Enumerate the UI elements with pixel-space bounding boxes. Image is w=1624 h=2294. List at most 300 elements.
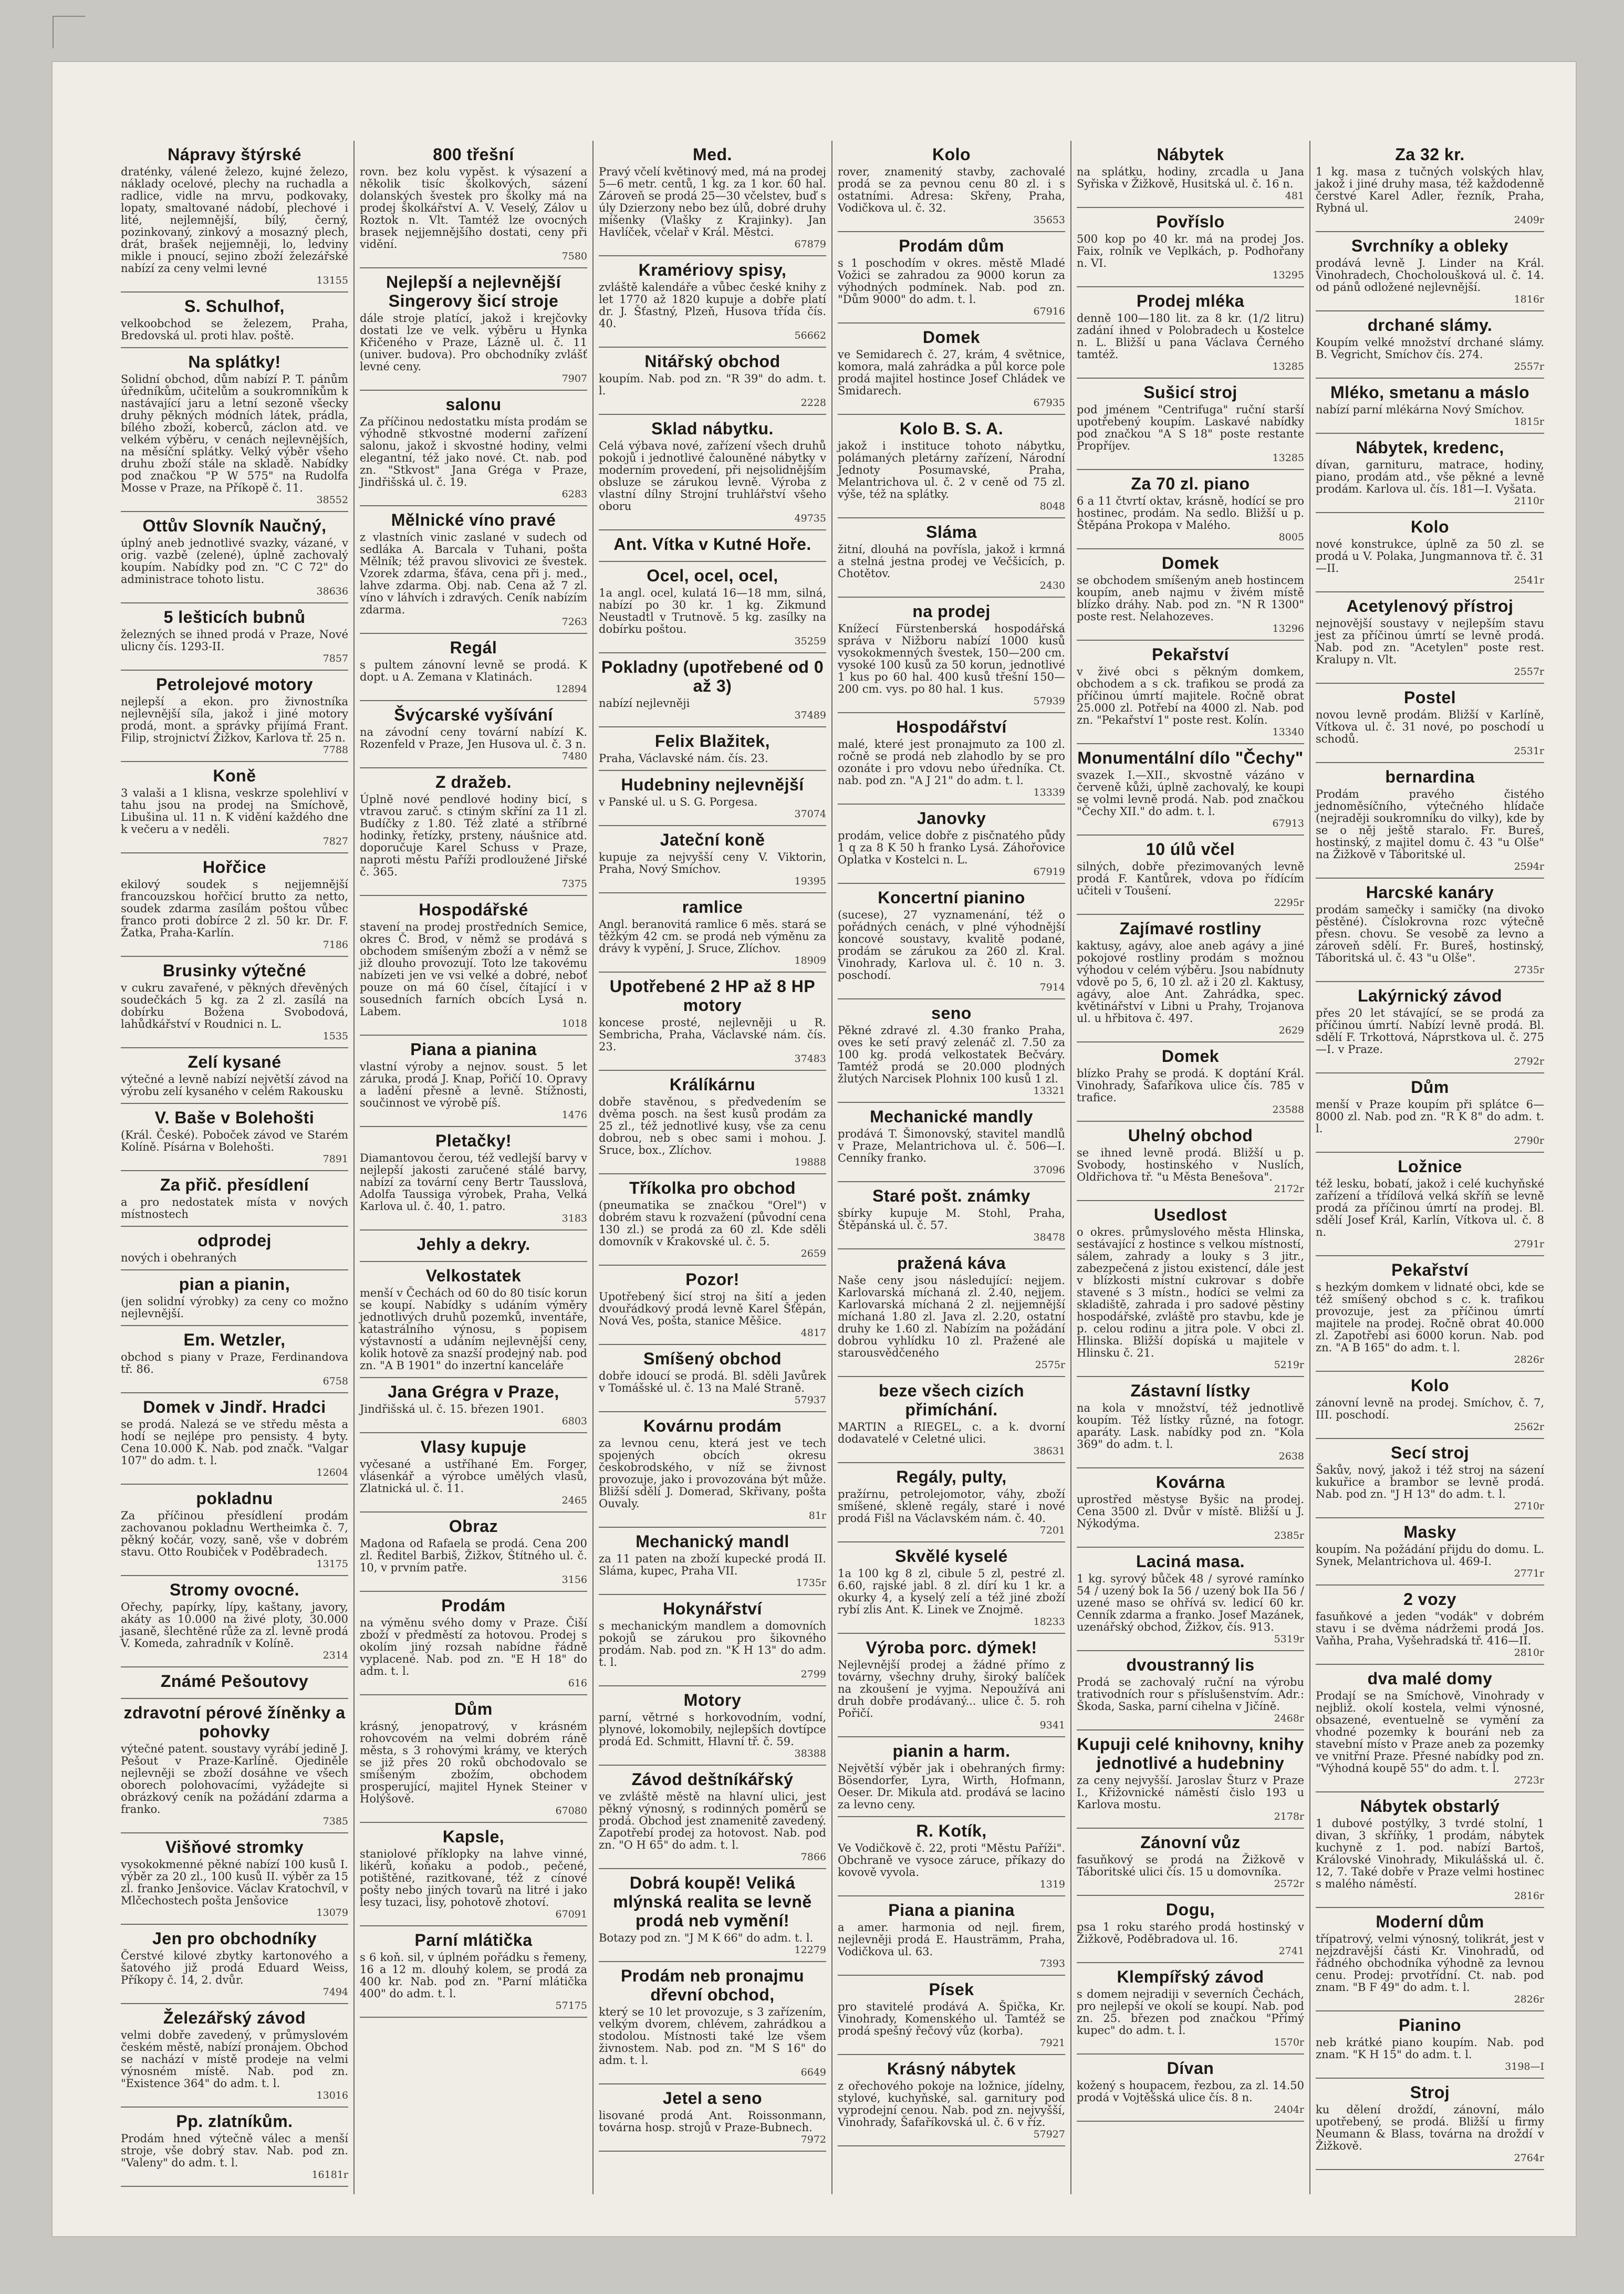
ad-body: lisované prodá Ant. Roissonmann, továrna hosp. strojů v Praze-Bubnech.: [599, 2109, 826, 2134]
classified-ad: [1316, 2011, 1544, 2079]
ad-reference-number: 7891: [322, 1153, 348, 1165]
ad-reference-number: 18909: [794, 955, 826, 966]
classified-ad: [1077, 1377, 1304, 1468]
classified-ad: [360, 1695, 587, 1823]
classified-ad: [838, 2055, 1065, 2146]
classified-ad: [838, 1463, 1065, 1542]
ad-reference-number: 7263: [561, 616, 587, 628]
ad-headline: Kolo: [1410, 517, 1450, 536]
classified-ad: [1077, 1548, 1304, 1651]
classified-ad: [599, 1869, 826, 1962]
ad-headline: Monumentální dílo "Čechy": [1077, 748, 1304, 767]
ad-body: 6 a 11 čtvrtí oktav, krásně, hodící se pro hostinec, prodám. Na sedlo. Bližší u p. Štěpána Prokopa v Malého.: [1077, 495, 1304, 531]
ad-reference-number: 1735r: [796, 1577, 826, 1589]
ad-body: pro stavitelé prodává A. Špička, Kr. Vinohrady, Komenského ul. Tamtéž se prodá spešný řečový vůz (korba).: [838, 2000, 1065, 2037]
classified-ad: [1316, 311, 1544, 379]
ad-headline: Felix Blažitek,: [654, 732, 771, 750]
ad-body: uprostřed městyse Byšic na prodej. Cena 3500 zl. Dvůr v místě. Bližší u J. Nýkodýma.: [1077, 1493, 1304, 1530]
ad-reference-number: 57927: [1033, 2129, 1065, 2140]
classified-ad: [599, 1528, 826, 1595]
ad-reference-number: 2385r: [1274, 1530, 1304, 1541]
ad-reference-number: 38631: [1033, 1445, 1065, 1457]
classified-ad: [360, 768, 587, 896]
ad-reference-number: 6283: [561, 488, 587, 500]
ad-reference-number: 18233: [1033, 1616, 1065, 1628]
ad-headline: Velkostatek: [425, 1266, 522, 1285]
ad-headline: Kolo: [1410, 1376, 1450, 1395]
classified-ad: [360, 1036, 587, 1127]
ad-reference-number: 9341: [1039, 1719, 1065, 1731]
ad-headline: dvoustranný lis: [1126, 1655, 1255, 1674]
classified-ad: [121, 1171, 348, 1227]
classified-ad: [838, 518, 1065, 598]
ad-body: s pultem zánovní levně se prodá. K dopt. u A. Zemana v Klatinách.: [360, 659, 587, 683]
ad-headline: Sláma: [926, 523, 977, 541]
ad-headline: 5 lešticích bubnů: [163, 608, 306, 627]
classified-ad: [599, 653, 826, 727]
ad-headline: Motory: [683, 1691, 742, 1709]
ad-body: svazek I.—XII., skvostně vázáno v červeně kůži, úplně zachovalý, ke koupi se volmi levně prodá. Nab. pod značkou "Čechy XII." do adm. t. l.: [1077, 769, 1304, 818]
ad-reference-number: 7972: [800, 2134, 826, 2145]
ad-body: krásný, jenopatrový, v krásném rohovcovém na velmi dobrém ráně města, s 3 rohovými krámy, ve kterých se již přes 20 roků obchodovalo se smíšeným zbožím, obchodem prosperující, majitel Hynek Steiner v Holýšově.: [360, 1720, 587, 1805]
ad-headline: V. Baše v Bolehošti: [154, 1108, 315, 1127]
ad-reference-number: 67913: [1272, 818, 1304, 829]
ad-headline: Na splátky!: [188, 352, 281, 371]
classified-ad: [1316, 232, 1544, 311]
ad-headline: Domek: [922, 328, 981, 347]
ad-body: novou levně prodám. Bližší v Karlíně, Vítkova ul. č. 31 nové, po poschodí u schodů.: [1316, 708, 1544, 745]
ad-headline: Nábytek: [1157, 145, 1224, 164]
ad-body: (jen solidní výrobky) za ceny co možno nejlevnější.: [121, 1295, 348, 1320]
ad-body: parní, větrné s horkovodním, vodní, plynové, lokomobily, nejlepších dovtípce prodá Ed. Schmitt, Hlavní tř. č. 59.: [599, 1711, 826, 1748]
classified-ad: [360, 1378, 587, 1433]
ad-body: a pro nedostatek místa v nových místnostech: [121, 1196, 348, 1221]
ad-headline: Lakýrnický závod: [1358, 986, 1502, 1005]
ad-reference-number: 2816r: [1514, 1890, 1544, 1902]
classified-ad: [599, 1345, 826, 1412]
newspaper-page: [53, 62, 1576, 2236]
ad-headline: Hospodářství: [896, 717, 1007, 736]
ad-reference-number: 5219r: [1274, 1359, 1304, 1371]
ad-reference-number: 2710r: [1514, 1500, 1544, 1512]
ad-headline: Dům: [454, 1699, 493, 1718]
classified-ad: [1077, 744, 1304, 836]
ad-body: sbírky kupuje M. Stohl, Praha, Štěpánská ul. č. 57.: [838, 1207, 1065, 1232]
ad-headline: pokladnu: [196, 1489, 273, 1508]
classified-ad: [1316, 1665, 1544, 1792]
ad-headline: Regály, pulty,: [896, 1467, 1007, 1486]
classified-ad: [1316, 1073, 1544, 1153]
ad-reference-number: 2572r: [1274, 1878, 1304, 1890]
ad-reference-number: 2638: [1278, 1451, 1304, 1462]
ad-body: prodává levně J. Linder na Král. Vinohradech, Chocholoušková ul. č. 14. od pánů odložené nejlevnější.: [1316, 257, 1544, 294]
classified-ad: [1077, 915, 1304, 1042]
classified-ad: [1077, 2055, 1304, 2122]
classified-ad: [1077, 1730, 1304, 1829]
ad-headline: Hospodářské: [419, 900, 528, 919]
classified-ad: [599, 1686, 826, 1766]
ad-headline: ramlice: [682, 898, 743, 916]
ad-headline: Staré pošt. známky: [872, 1186, 1030, 1205]
classified-ad: [1316, 982, 1544, 1073]
ad-reference-number: 13339: [1033, 787, 1065, 798]
classified-ad: [1316, 684, 1544, 763]
classified-ad: [121, 1393, 348, 1485]
ad-reference-number: 1570r: [1274, 2037, 1304, 2048]
ad-reference-number: 35259: [794, 635, 826, 647]
ad-headline: Smíšený obchod: [643, 1349, 782, 1368]
ad-reference-number: 8005: [1278, 531, 1304, 543]
ad-body: z ořechového pokoje na ložnice, jídelny, stylové, kuchyňské, sal. garnitury pod vyprodejní cenou. Nab. pod zn. nejvyšší, Vinohrady, Šafaříkovská ul. č. 6 v říz.: [838, 2080, 1065, 2129]
ad-reference-number: 1535: [322, 1030, 348, 1042]
ad-body: za 11 paten na zboží kupecké prodá II. Sláma, kupec, Praha VII.: [599, 1552, 826, 1577]
classified-ad: [121, 1227, 348, 1270]
ad-headline: Dogu,: [1165, 1900, 1215, 1919]
classified-ad: [838, 1976, 1065, 2055]
ad-reference-number: 2735r: [1514, 964, 1544, 976]
ad-reference-number: 2228: [800, 397, 826, 409]
column-1: [116, 141, 355, 2194]
classified-ad: [1077, 641, 1304, 744]
ad-headline: Krásný nábytek: [887, 2059, 1016, 2078]
ad-body: 1a angl. ocel, kulatá 16—18 mm, silná, nabízí po 30 kr. 1 kg. Zikmund Neustadtl v Trutnově. 5 kg. zasílky na dobírku poštou.: [599, 587, 826, 635]
classified-ad: [360, 1433, 587, 1513]
ad-body: fasuňkové a jeden "vodák" v dobrém stavu i se dvěma nádržemi prodá Jos. Vaňha, Praha, Vyšehradská tř. 416—II.: [1316, 1610, 1544, 1647]
ad-reference-number: 13175: [316, 1558, 348, 1570]
ad-body: jakož i instituce tohoto nábytku, polámaných pletárny zařízení, Národní Jednoty Posumavské, Praha, Melantrichova ul. č. 2 v ceně od 75 zl. výše, též na splátky.: [838, 440, 1065, 500]
classified-ad: [599, 1071, 826, 1174]
ad-headline: Kovárnu prodám: [643, 1416, 782, 1435]
ad-headline: Jen pro obchodníky: [152, 1929, 317, 1948]
ad-headline: Em. Wetzler,: [183, 1330, 286, 1349]
ad-body: nových i obehraných: [121, 1252, 237, 1264]
ad-body: se prodá. Nalezá se ve středu města a hodí se nejlépe pro pensisty. 4 byty. Cena 10.000 K. Nab. pod značk. "Valgar 107" do adm. t. l.: [121, 1418, 348, 1467]
ad-headline: Acetylenový přístroj: [1346, 597, 1514, 616]
ad-body: žitní, dlouhá na povřísla, jakož i krmná a stelná jestna prodej ve Večšicích, p. Chotětov.: [838, 543, 1065, 580]
classified-ad: [360, 268, 587, 391]
ad-body: dívan, garnituru, matrace, hodiny, piano, prodám atd., vše pěkné a levně prodám. Karlova ul. čís. 181—I. Vyšata.: [1316, 458, 1544, 495]
ad-headline: Regál: [450, 638, 497, 657]
classified-ad: [360, 896, 587, 1036]
classified-ad: [1316, 1372, 1544, 1439]
ad-headline: Povříslo: [1156, 212, 1225, 231]
classified-ad: [599, 771, 826, 826]
column-5: [1071, 141, 1310, 2194]
classified-ad: [360, 1231, 587, 1262]
classified-ad: [1077, 208, 1304, 287]
ad-headline: drchané slámy.: [1367, 316, 1493, 335]
ad-body: menší v Praze koupím při splátce 6—8000 zl. Nab. pod zn. "R K 8" do adm. t. l.: [1316, 1098, 1544, 1135]
classified-ad: [599, 1266, 826, 1345]
ad-headline: S. Schulhof,: [184, 297, 285, 316]
ad-headline: Klempířský závod: [1117, 1967, 1264, 1986]
ad-headline: Koncertní pianino: [878, 888, 1025, 907]
ad-reference-number: 6803: [561, 1415, 587, 1427]
ad-reference-number: 7921: [1039, 2037, 1065, 2049]
ad-headline: Pp. zlatníkům.: [176, 2112, 293, 2131]
ad-headline: Ant. Vítka v Kutné Hoře.: [613, 535, 811, 554]
classified-ad: [360, 701, 587, 768]
ad-body: prodám samečky i samičky (na divoko pěstěné). Číslokrovna rozc výtečně přesn. chovu. Se vesobě za levno a zároveň sdělí. Fr. Bureš, hostinský, Táboritská ul. č. 43 "u Olše".: [1316, 903, 1544, 964]
ad-body: 1a 100 kg 8 zl, cibule 5 zl, pestré zl. 6.60, rajské jabl. 8 zl. dírí ku 1 kr. a okurky 4, a kyselý zelí a též jiné zboží rybí zlis Ant. K. Linek ve Znojmě.: [838, 1567, 1065, 1616]
ad-reference-number: 4817: [800, 1327, 826, 1339]
ad-headline: seno: [931, 1004, 972, 1023]
classified-ad: [838, 713, 1065, 805]
classified-ad: [1077, 1122, 1304, 1201]
ad-headline: Hořčice: [203, 858, 266, 877]
ad-headline: Uhelný obchod: [1128, 1126, 1253, 1145]
ad-reference-number: 2790r: [1514, 1135, 1544, 1146]
ad-headline: Masky: [1403, 1523, 1456, 1541]
ad-reference-number: 2409r: [1514, 214, 1544, 226]
ad-headline: Piana a pianina: [410, 1040, 537, 1059]
ad-headline: odprodej: [197, 1231, 272, 1250]
ad-body: Naše ceny jsou následující: nejjem. Karlovarská míchaná zl. 2.40, nejjem. Karlovarská míchaná 2 zl. nejjemnější míchaná 1.80 zl. Java zl. 2.20, ostatní druhy ke 1.60 zl. Nabízím na požádání dobrou vyhlídku 10 zl. Pražené ale starousvědčeného: [838, 1274, 1065, 1359]
ad-body: Úplně nové pendlové hodiny bicí, s vtravou zaruč. s ctiným skříní za 11 zl. Budíčky z 1.80. Též zlaté a stříbrné hodinky, řetízky, prsteny, náušnice atd. doporučuje Karel Schuss v Praze, naproti městu Paříži prodloužené Jiřské č. 365.: [360, 793, 587, 878]
classified-ad: [360, 1926, 587, 2018]
ad-body: Praha, Václavské nám. čís. 23.: [599, 752, 768, 765]
ad-body: neb krátké piano koupím. Nab. pod znam. "K H 15" do adm. t. l.: [1316, 2036, 1544, 2061]
ad-reference-number: 12604: [316, 1467, 348, 1478]
ad-body: dále stroje platící, jakož i krejčovky dostati lze ve velk. výběru u Hynka Křičeného v Praze, Lázně ul. č. 11 (univer. budova). Pro obchodníky zvlášť levné ceny.: [360, 312, 587, 373]
ad-reference-number: 2430: [1039, 580, 1065, 591]
ad-body: pražírnu, petrolejomotor, váhy, zboží smíšené, skleně regály, staré i nové prodá Fišl na Václavském nám. č. 40.: [838, 1488, 1065, 1525]
ad-body: Solidní obchod, dům nabízí P. T. pánům úředníkům, učitelům a soukromníkům k nastávající jaru a letní sezoně všecky druhy pěkných módních látek, prádla, bílého zboží, koberců, záclon atd. ve velkém výběru, v cenách nejlevnějších, na měsíční splátky. Velký výběr všeho druhu zboží stále na skladě. Nabídky pod značkou "P W 575" na Rudolfa Mosse v Praze, na Příkopě č. 11.: [121, 373, 348, 494]
ad-body: Celá výbava nové, zařízení všech druhů pokojů i jednotlivé čalouněné nábytky v moderním provedení, při nejsolidnějším obsluze se zárukou levně. Výroba z vlastní dílny Strojní truhlářství všeho oboru: [599, 440, 826, 513]
ad-body: za ceny nejvyšší. Jaroslav Šturz v Praze I., Křižovnické náměstí čislo 193 u Karlova mostu.: [1077, 1774, 1304, 1811]
ad-headline: Janovky: [917, 809, 986, 828]
classified-ad: [121, 603, 348, 671]
classified-ad: [121, 1667, 348, 1699]
ad-headline: Za 70 zl. piano: [1131, 474, 1250, 493]
ad-reference-number: 6758: [322, 1375, 348, 1387]
ad-headline: Jetel a seno: [662, 2089, 763, 2108]
classified-ad: [1316, 1153, 1544, 1256]
ad-headline: Skvělé kyselé: [895, 1547, 1008, 1566]
ad-headline: Kapsle,: [442, 1827, 505, 1846]
ad-reference-number: 12894: [555, 683, 587, 695]
ad-columns: [116, 141, 1549, 2194]
ad-body: koupím. Na požádání přijdu do domu. L. Synek, Melantrichova ul. 469-I.: [1316, 1543, 1544, 1568]
ad-headline: Jateční koně: [660, 830, 765, 849]
ad-headline: Svrchníky a obleky: [1351, 236, 1508, 255]
ad-reference-number: 7907: [561, 373, 587, 384]
ad-body: nabízí parní mlékárna Nový Smíchov.: [1316, 403, 1525, 416]
ad-headline: Petrolejové motory: [156, 675, 313, 694]
ad-headline: Písek: [929, 1980, 974, 1999]
ad-body: pod jménem "Centrifuga" ruční starší upotřebený koupím. Laskavé nabídky pod značkou "A S 18" poste restante Propříjev.: [1077, 403, 1304, 452]
ad-reference-number: 16181r: [311, 2169, 348, 2181]
ad-headline: Kramériovy spisy,: [638, 260, 787, 279]
ad-headline: Prodej mléka: [1136, 291, 1245, 310]
ad-reference-number: 38552: [316, 494, 348, 506]
ad-reference-number: 2826r: [1514, 1994, 1544, 2005]
classified-ad: [360, 634, 587, 701]
ad-headline: dva malé domy: [1367, 1669, 1493, 1688]
ad-reference-number: 7375: [561, 878, 587, 890]
classified-ad: [1077, 379, 1304, 470]
classified-ad: [121, 512, 348, 603]
ad-body: na závodní ceny tovární nabízí K. Rozenfeld v Praze, Jen Husova ul. č. 3 n.: [360, 726, 587, 750]
ad-reference-number: 1816r: [1514, 294, 1544, 305]
ad-reference-number: 7788: [322, 744, 348, 756]
classified-ad: [121, 1048, 348, 1104]
ad-body: ku dělení droždí, zánovní, málo upotřebený, se prodá. Bližší u firmy Neumann & Blass, továrna na droždí v Žižkově.: [1316, 2103, 1544, 2152]
ad-headline: Zajímavé rostliny: [1119, 919, 1262, 938]
classified-ad: [599, 562, 826, 653]
ad-reference-number: 2826r: [1514, 1354, 1544, 1365]
ad-body: prodám, velice dobře z pisčnatého půdy 1 q za 8 K 50 h franko Lysá. Záhořovice Oplatka v Kostelci n. L.: [838, 829, 1065, 866]
ad-body: malé, které jest pronajmuto za 100 zl. ročně se prodá neb zlahodlo by se pro ozonáte i pro vdovu nebo úředníka. Ct. nab. pod zn. "A J 21" do adm. t. l.: [838, 738, 1065, 787]
ad-reference-number: 13295: [1272, 269, 1304, 281]
classified-ad: [1077, 1829, 1304, 1896]
ad-body: Koupím velké množství drchané slámy. B. Vegricht, Smíchov čís. 274.: [1316, 336, 1544, 361]
classified-ad: [1316, 1792, 1544, 1908]
classified-ad: [1077, 1468, 1304, 1548]
ad-reference-number: 2810r: [1514, 1647, 1544, 1659]
classified-ad: [1077, 1651, 1304, 1730]
ad-reference-number: 13016: [316, 2090, 348, 2101]
ad-body: Pěkné zdravé zl. 4.30 franko Praha, oves ke setí pravý zelenáč zl. 7.50 za 100 kg. prodá velkostatek Bečváry. Tamtéž prodá se 20.000 plodných žlutých Narcisek Plohnix 100 kusů 1 zl.: [838, 1024, 1065, 1085]
ad-body: menší v Čechách od 60 do 80 tisíc korun se koupí. Nabídky s udáním výměry jednotlivých druhů pozemků, inventáře, katastrálního výnosu, s popisem výstavností a udáním nejlevnější ceny, kolik hotově za snazší prodejný nab. pod zn. "A B 1901" do inzertní kanceláře: [360, 1287, 587, 1372]
ad-reference-number: 2799: [800, 1669, 826, 1680]
classified-ad: [599, 1412, 826, 1528]
classified-ad: [1316, 879, 1544, 982]
ad-headline: Med.: [693, 145, 732, 164]
classified-ad: [599, 1595, 826, 1686]
ad-headline: R. Kotík,: [916, 1821, 987, 1840]
classified-ad: [1077, 141, 1304, 208]
ad-body: za levnou cenu, která jest ve tech spojených obcích okresu českobrodského, v níž se živnost provozuje, jako i provozována být může. Bližší sdělí J. Domerad, Skřivany, pošta Ouvaly.: [599, 1437, 826, 1510]
ad-body: který se 10 let provozuje, s 3 zařízením, velkým dvorem, chlévem, zahrádkou a stodolou. Místnosti také lze všem živnostem. Nab. pod zn. "M S 16" do adm. t. l.: [599, 2006, 826, 2067]
ad-reference-number: 13079: [316, 1907, 348, 1918]
ad-body: s mechanickým mandlem a domovních pokojů se zárukou pro šikovného prodám. Nab. pod zn. "K H 13" do adm. t. l.: [599, 1620, 826, 1669]
column-6: [1310, 141, 1549, 2194]
classified-ad: [121, 141, 348, 293]
ad-body: velmi dobře zavedený, v průmyslovém českém městě, nabízí pronájem. Obchod se nachází v místě prodeje na velmi výnosném místě. Nab. pod zn. "Existence 364" do adm. t. l.: [121, 2029, 348, 2090]
ad-headline: bernardina: [1385, 767, 1475, 786]
ad-reference-number: 7857: [322, 653, 348, 664]
ad-reference-number: 7866: [800, 1851, 826, 1863]
ad-reference-number: 19888: [794, 1156, 826, 1168]
ad-headline: Upotřebené 2 HP až 8 HP motory: [609, 977, 816, 1015]
ad-headline: Parní mlátička: [414, 1931, 533, 1949]
ad-headline: salonu: [445, 395, 502, 414]
classified-ad: [1077, 1042, 1304, 1122]
ad-body: s 6 koň. sil, v úplném pořádku s řemeny, 16 a 12 m. dlouhý kolem, se prodá za 400 kr. Nab. pod zn. "Parní mlátička 400" do adm. t. l.: [360, 1951, 587, 2000]
ad-body: železných se ihned prodá v Praze, Nové ulicny čís. 1293-II.: [121, 628, 348, 653]
ad-body: úplný aneb jednotlivé svazky, vázané, v orig. vazbě (zelené), úplně zachovalý koupím. Nabídky pod zn. "C C 72" do administrace tohoto listu.: [121, 537, 348, 586]
classified-ad: [1316, 1518, 1544, 1586]
ad-reference-number: 7385: [322, 1816, 348, 1827]
ad-body: třípatrový, velmi výnosný, tolikrát, jest v nejzdravější části Kr. Vinohradů, od řádného obchodníka výhodně za levnou cenu. Prodej: prvotřídní. Ct. nab. pod znam. "B F 49" do adm. t. l.: [1316, 1933, 1544, 1994]
ad-reference-number: 2594r: [1514, 861, 1544, 872]
ad-reference-number: 37096: [1033, 1164, 1065, 1176]
ad-reference-number: 56662: [794, 330, 826, 341]
ad-body: na splátku, hodiny, zrcadla u Jana Syřiska v Žižkově, Husitská ul. č. 16 n.: [1077, 165, 1304, 190]
ad-reference-number: 2723r: [1514, 1775, 1544, 1786]
column-4: [832, 141, 1071, 2194]
ad-body: vysokokmenné pěkné nabízí 100 kusů I. výběr za 20 zl., 100 kusů II. výběr za 15 zl. franko Jenšovice. Václav Kratochvíl, v Mlčechostech pošta Jenšovice: [121, 1858, 348, 1907]
ad-reference-number: 57175: [555, 2000, 587, 2011]
ad-reference-number: 67919: [1033, 866, 1065, 878]
ad-headline: Laciná masa.: [1136, 1552, 1245, 1571]
classified-ad: [599, 141, 826, 256]
ad-reference-number: 2172r: [1274, 1183, 1304, 1195]
ad-headline: Známé Pešoutovy: [160, 1672, 309, 1691]
ad-body: Šakův, nový, jakož i též stroj na sázení kukuřice a brambor se levně prodá. Nab. pod zn. "J H 13" do adm. t. l.: [1316, 1464, 1544, 1500]
ad-reference-number: 2178r: [1274, 1811, 1304, 1822]
ad-reference-number: 57937: [794, 1394, 826, 1406]
ad-reference-number: 2465: [561, 1495, 587, 1506]
ad-body: Botazy pod zn. "J M K 66" do adm. t. l.: [599, 1932, 814, 1944]
ad-headline: Pozor!: [685, 1270, 740, 1289]
ad-body: stavení na prodej prostředních Semice, okres Č. Brod, v němž se prodává s obchodem smíšeným zboží a v němž se již dlouho provozují. Toto lze takovému nabízeti jen ve vsi velké a dobré, neboť pouze on má 60 čísel, čítající i v sousedních farních obcích Lysá n. Labem.: [360, 921, 587, 1018]
ad-body: (Král. České). Poboček závod ve Starém Kolíně. Písárna v Bolehošti.: [121, 1129, 348, 1153]
classified-ad: [1316, 141, 1544, 232]
ad-body: fasuňkový se prodá na Žižkově v Táboritské ulici čís. 15 u domovníka.: [1077, 1853, 1304, 1878]
ad-body: též lesku, bobatí, jakož i celé kuchyňské zařízení a třídílová velká skříň se levně prodá za příčinou úmrtí na prodej. Bl. sdělí Josef Král, Karlín, Vítkova ul. č. 8 n.: [1316, 1177, 1544, 1238]
classified-ad: [838, 1182, 1065, 1249]
classified-ad: [121, 957, 348, 1048]
classified-ad: [599, 1174, 826, 1266]
ad-body: vlastní výroby a nejnov. soust. 5 let záruka, prodá J. Knap, Pořičí 10. Opravy a ladění přesně a levně. Stížnosti, součinnost ve výrobě píš.: [360, 1060, 587, 1109]
classified-ad: [599, 893, 826, 973]
ad-reference-number: 2764r: [1514, 2152, 1544, 2164]
ad-headline: Nábytek obstarlý: [1360, 1797, 1500, 1816]
ad-reference-number: 2791r: [1514, 1238, 1544, 1250]
ad-body: Upotřebený šicí stroj na šití a jeden dvouřádkový prodá levně Karel Šťěpán, Nová Ves, pošta, stanice Měšice.: [599, 1290, 826, 1327]
ad-headline: Z dražeb.: [435, 773, 512, 791]
ad-body: na výměnu svého domy v Praze. Čiší zboží v předměstí za hotovou. Prodej s okolím jiný rozsah nabídne řádně vyplacené. Nab. pod zn. "E H 18" do adm. t. l.: [360, 1617, 587, 1677]
classified-ad: [1316, 592, 1544, 684]
ad-headline: Kupuji celé knihovny, knihy jednotlivé a hudebniny: [1077, 1735, 1304, 1772]
ad-headline: Jehly a dekry.: [417, 1235, 530, 1254]
classified-ad: [121, 1833, 348, 1925]
ad-headline: Zástavní lístky: [1130, 1381, 1251, 1400]
ad-headline: Koně: [213, 766, 256, 785]
ad-reference-number: 7480: [561, 750, 587, 762]
ad-body: výtečné a levně nabízí největší závod na výrobu zelí kysaného v celém Rakousku: [121, 1073, 348, 1098]
classified-ad: [599, 1962, 826, 2084]
ad-reference-number: 2295r: [1274, 897, 1304, 909]
ad-headline: 2 vozy: [1403, 1590, 1456, 1609]
ad-reference-number: 2741: [1278, 1945, 1304, 1957]
ad-headline: na prodej: [912, 602, 991, 621]
ad-reference-number: 7393: [1039, 1958, 1065, 1969]
ad-body: 3 valaši a 1 klisna, veskrze spolehliví v tahu jsou na prodej na Smíchově, Libušina ul. 11 n. K vidění každého dne k večeru a v neděli.: [121, 787, 348, 836]
ad-headline: Za přič. přesídlení: [160, 1175, 309, 1194]
ad-headline: Dobrá koupě! Veliká mlýnská realita se levně prodá neb vymění!: [613, 1873, 812, 1930]
ad-reference-number: 7186: [322, 939, 348, 951]
ad-reference-number: 7201: [1039, 1525, 1065, 1536]
ad-headline: pian a pianin,: [179, 1275, 290, 1294]
ad-headline: Králíkárnu: [669, 1075, 756, 1094]
ad-headline: Stromy ovocné.: [169, 1580, 300, 1599]
ad-body: 500 kop po 40 kr. má na prodej Jos. Faix, rolník ve Veplkách, p. Podhořany n. VI.: [1077, 233, 1304, 269]
ad-headline: Domek: [1161, 554, 1220, 572]
ad-headline: Secí stroj: [1390, 1443, 1470, 1462]
ad-body: výtečné patent. soustavy vyrábí jedině J. Pešout v Praze-Karlíně. Ojediněle nejlevněji se zboží dosáhne ve všech oborech polohovacími, vyžádejte si obrázkový ceník na požádání zdarma a franko.: [121, 1743, 348, 1816]
ad-reference-number: 8048: [1039, 500, 1065, 512]
classified-ad: [121, 853, 348, 957]
ad-body: silných, dobře přezimovaných levně prodá F. Kantůrek, vdova po řídícím učiteli v Toušení.: [1077, 860, 1304, 897]
ad-body: Knížecí Fürstenberská hospodářská správa v Nižboru nabízí 1000 kusů vysokokmenných švestek, 150—200 cm. vysoké 100 kusů za 50 korun, jednotlivé 1 kus po 60 hal. 400 kusů třešní 150—200 cm. vys. po 80 hal. 1 kus.: [838, 622, 1065, 695]
classified-ad: [1077, 1896, 1304, 1963]
ad-body: kaktusy, agávy, aloe aneb agávy a jiné pokojové rostliny prodám s možnou výhodou v celém výběru. Jsou nabídnuty vdově po 5, 6, 10 zl. až i 20 zl. Kaktusy, agávy, aloe Ant. Zahrádka, spec. květinářství v Libni u Prahy, Trojanova ul. u hřbitova č. 497.: [1077, 940, 1304, 1025]
ad-headline: Kolo: [932, 145, 971, 164]
classified-ad: [360, 1513, 587, 1592]
